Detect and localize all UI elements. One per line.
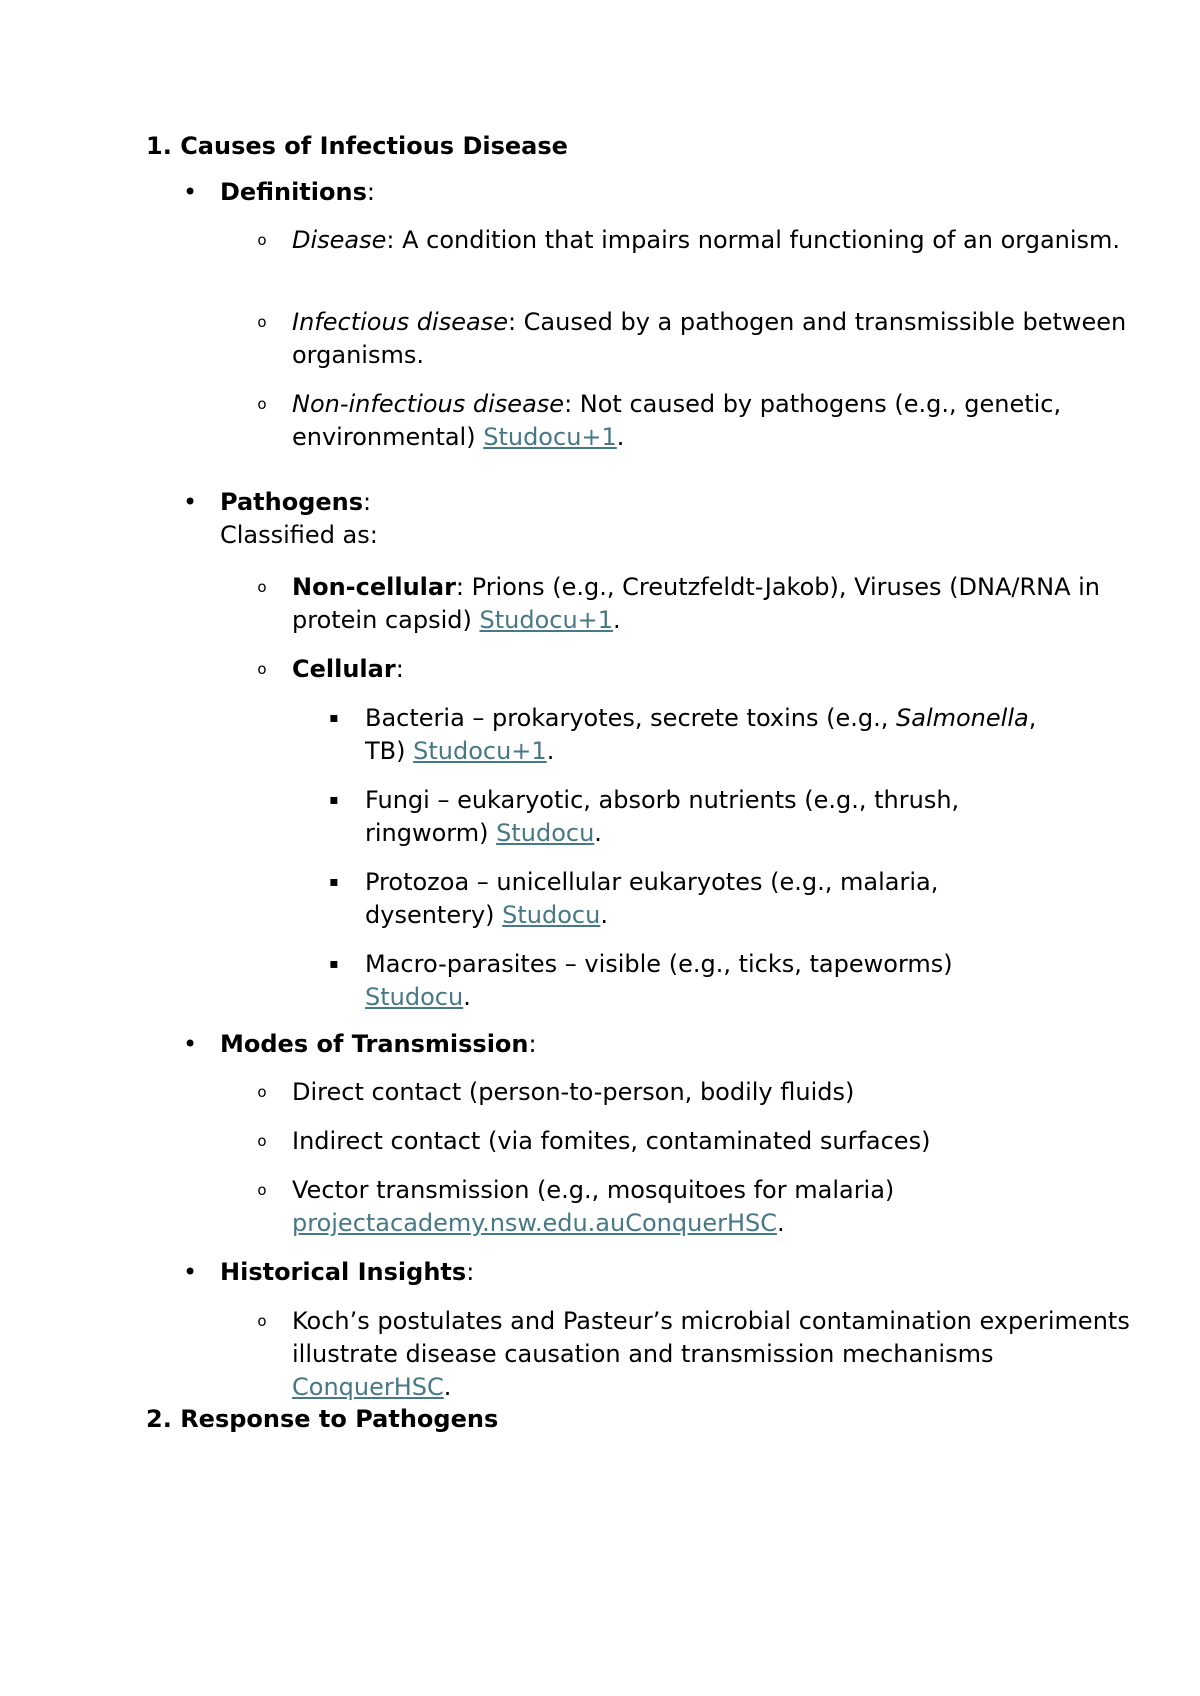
fungi-item: Fungi – eukaryotic, absorb nutrients (e.g., thrush, ringworm) Studocu. <box>365 786 960 847</box>
section-1-heading: 1. Causes of Infectious Disease <box>146 132 568 160</box>
circle-bullet-icon: o <box>257 395 267 413</box>
pathogens-heading: Pathogens <box>220 488 364 516</box>
circle-bullet-icon: o <box>257 231 267 249</box>
bullet-icon: • <box>183 1258 198 1286</box>
non-cellular-item: Non-cellular: Prions (e.g., Creutzfeldt-Jakob), Viruses (DNA/RNA in protein capsid) Studocu+1. <box>292 573 1100 634</box>
direct-contact-item: Direct contact (person-to-person, bodily fluids) <box>292 1078 855 1106</box>
conquerhsc-link[interactable]: ConquerHSC <box>292 1373 444 1401</box>
bullet-icon: • <box>183 178 198 206</box>
square-bullet-icon: ▪ <box>329 956 339 972</box>
circle-bullet-icon: o <box>257 578 267 596</box>
macro-parasites-item: Macro-parasites – visible (e.g., ticks, tapeworms) Studocu. <box>365 950 953 1011</box>
pathogens-item: Pathogens: Classified as: <box>220 488 378 549</box>
studocu-link[interactable]: Studocu+1 <box>413 737 547 765</box>
studocu-link[interactable]: Studocu <box>496 819 595 847</box>
circle-bullet-icon: o <box>257 313 267 331</box>
definitions-item: Definitions: <box>220 178 375 206</box>
vector-transmission-item: Vector transmission (e.g., mosquitoes for malaria) projectacademy.nsw.edu.auConquerHSC. <box>292 1176 895 1237</box>
section-2-heading: 2. Response to Pathogens <box>146 1405 499 1433</box>
studocu-link[interactable]: Studocu+1 <box>483 423 617 451</box>
square-bullet-icon: ▪ <box>329 792 339 808</box>
definition-infectious-disease: Infectious disease: Caused by a pathogen and transmissible between organisms. <box>292 308 1127 369</box>
indirect-contact-item: Indirect contact (via fomites, contaminated surfaces) <box>292 1127 931 1155</box>
bacteria-item: Bacteria – prokaryotes, secrete toxins (e.g., Salmonella, TB) Studocu+1. <box>365 704 1037 765</box>
circle-bullet-icon: o <box>257 1132 267 1150</box>
studocu-link[interactable]: Studocu <box>365 983 464 1011</box>
square-bullet-icon: ▪ <box>329 874 339 890</box>
transmission-item: Modes of Transmission: <box>220 1030 537 1058</box>
circle-bullet-icon: o <box>257 1181 267 1199</box>
definition-disease: Disease: A condition that impairs normal functioning of an organism. <box>292 226 1121 254</box>
square-bullet-icon: ▪ <box>329 710 339 726</box>
protozoa-item: Protozoa – unicellular eukaryotes (e.g., malaria, dysentery) Studocu. <box>365 868 939 929</box>
definitions-heading: Definitions <box>220 178 367 206</box>
bullet-icon: • <box>183 1030 198 1058</box>
pathogens-subtext: Classified as: <box>220 521 378 549</box>
cellular-item: Cellular: <box>292 655 404 683</box>
bullet-icon: • <box>183 488 198 516</box>
transmission-heading: Modes of Transmission <box>220 1030 529 1058</box>
circle-bullet-icon: o <box>257 1312 267 1330</box>
koch-pasteur-item: Koch’s postulates and Pasteur’s microbial contamination experiments illustrate disease causation and transmission mechanisms ConquerHSC. <box>292 1307 1130 1401</box>
circle-bullet-icon: o <box>257 1083 267 1101</box>
definition-non-infectious-disease: Non-infectious disease: Not caused by pathogens (e.g., genetic, environmental) Studocu+1. <box>292 390 1062 451</box>
historical-item: Historical Insights: <box>220 1258 475 1286</box>
projectacademy-link[interactable]: projectacademy.nsw.edu.auConquerHSC <box>292 1209 777 1237</box>
circle-bullet-icon: o <box>257 660 267 678</box>
studocu-link[interactable]: Studocu <box>502 901 601 929</box>
historical-heading: Historical Insights <box>220 1258 467 1286</box>
studocu-link[interactable]: Studocu+1 <box>479 606 614 634</box>
